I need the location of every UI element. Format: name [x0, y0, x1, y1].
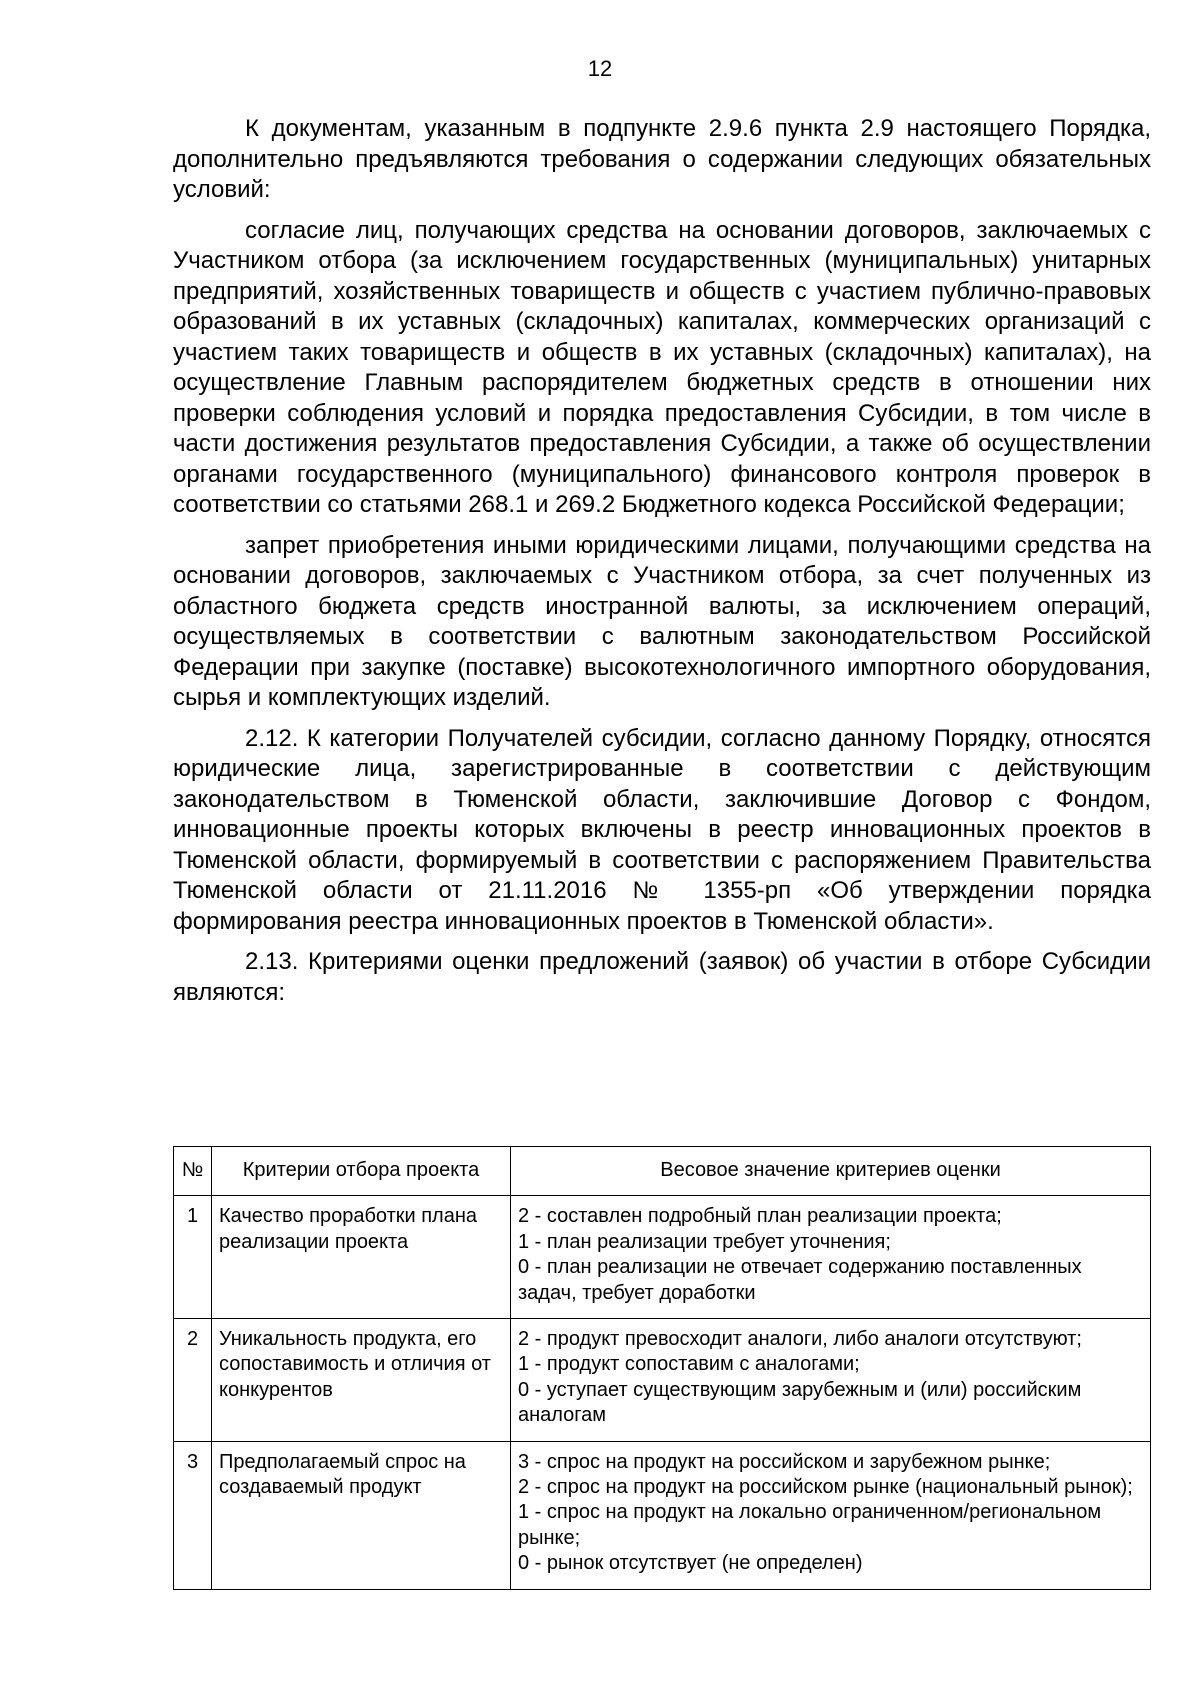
weight-line: 2 - продукт превосходит аналоги, либо аналоги отсутствуют; [518, 1328, 1082, 1351]
row-criterion: Качество проработки плана реализации проекта [212, 1196, 511, 1319]
weight-line: 1 - спрос на продукт на локально ограниченном/региональном рынке; [518, 1501, 1102, 1549]
weight-line: 2 - составлен подробный план реализации проекта; [518, 1205, 1002, 1228]
paragraph-consent-condition: согласие лиц, получающих средства на основании договоров, заключаемых с Участником отбора (за исключением государственных (муниципальных) унитарных предприятий, хозяйственных товариществ и обществ с участием публично-правовых образований в их уставных (складочных) капиталах, коммерческих организаций с участием таких товариществ и обществ в их уставных (складочных) капиталах), на осуществление Главным распорядителем бюджетных средств в отношении них проверки соблюдения условий и порядка предоставления Субсидии, в том числе в части достижения результатов предоставления Субсидии, а также об осуществлении органами государственного (муниципального) финансового контроля проверок в соответствии со статьями 268.1 и 269.2 Бюджетного кодекса Российской Федерации; [173, 216, 1151, 518]
row-weights [511, 1319, 1151, 1442]
table-row [174, 1441, 1151, 1589]
header-weight: Весовое значение критериев оценки [511, 1147, 1151, 1196]
paragraph-currency-ban: запрет приобретения иными юридическими лицами, получающими средства на основании договоров, заключаемых с Участником отбора, за счет полученных из областного бюджета средств иностранной валюты, за исключением операций, осуществляемых в соответствии с валютным законодательством Российской Федерации при закупке (поставке) высокотехнологичного импортного оборудования, сырья и комплектующих изделий. [173, 531, 1151, 711]
weight-line: 0 - уступает существующим зарубежным и (или) российским аналогам [518, 1378, 1082, 1427]
weight-line: 2 - спрос на продукт на российском рынке (национальный рынок); [518, 1476, 1133, 1499]
criteria-table [173, 1146, 1151, 1590]
row-criterion: Предполагаемый спрос на создаваемый продукт [212, 1441, 511, 1589]
row-number: 1 [174, 1196, 212, 1319]
table-row [174, 1196, 1151, 1319]
row-weights [511, 1196, 1151, 1319]
page-number: 12 [587, 56, 613, 81]
header-number: № [174, 1147, 212, 1196]
header-criterion: Критерии отбора проекта [212, 1147, 511, 1196]
row-weights [511, 1441, 1151, 1589]
row-criterion: Уникальность продукта, его сопоставимость и отличия от конкурентов [212, 1319, 511, 1442]
weight-line: 3 - спрос на продукт на российском и зарубежном рынке; [518, 1450, 1051, 1473]
document-body [173, 114, 1151, 1008]
table-header-row [174, 1147, 1151, 1196]
weight-line: 0 - рынок отсутствует (не определен) [518, 1552, 863, 1575]
row-number: 3 [174, 1441, 212, 1589]
row-number: 2 [174, 1319, 212, 1442]
table-row [174, 1319, 1151, 1442]
weight-line: 1 - продукт сопоставим с аналогами; [518, 1353, 860, 1376]
weight-line: 1 - план реализации требует уточнения; [518, 1230, 891, 1253]
paragraph-2-13-criteria-intro: 2.13. Критериями оценки предложений (заявок) об участии в отборе Субсидии являются: [173, 948, 1151, 1006]
paragraph-requirements-intro: К документам, указанным в подпункте 2.9.6 пункта 2.9 настоящего Порядка, дополнительно предъявляются требования о содержании следующих обязательных условий: [173, 115, 1151, 203]
weight-line: 0 - план реализации не отвечает содержанию поставленных задач, требует доработки [518, 1256, 1082, 1304]
paragraph-2-12-recipients: 2.12. К категории Получателей субсидии, согласно данному Порядку, относятся юридические лица, зарегистрированные в соответствии с действующим законодательством в Тюменской области, заключившие Договор с Фондом, инновационные проекты которых включены в реестр инновационных проектов в Тюменской области, формируемый в соответствии с распоряжением Правительства Тюменской области от 21.11.2016 № 1355-рп «Об утверждении порядка формирования реестра инновационных проектов в Тюменской области». [173, 724, 1151, 935]
